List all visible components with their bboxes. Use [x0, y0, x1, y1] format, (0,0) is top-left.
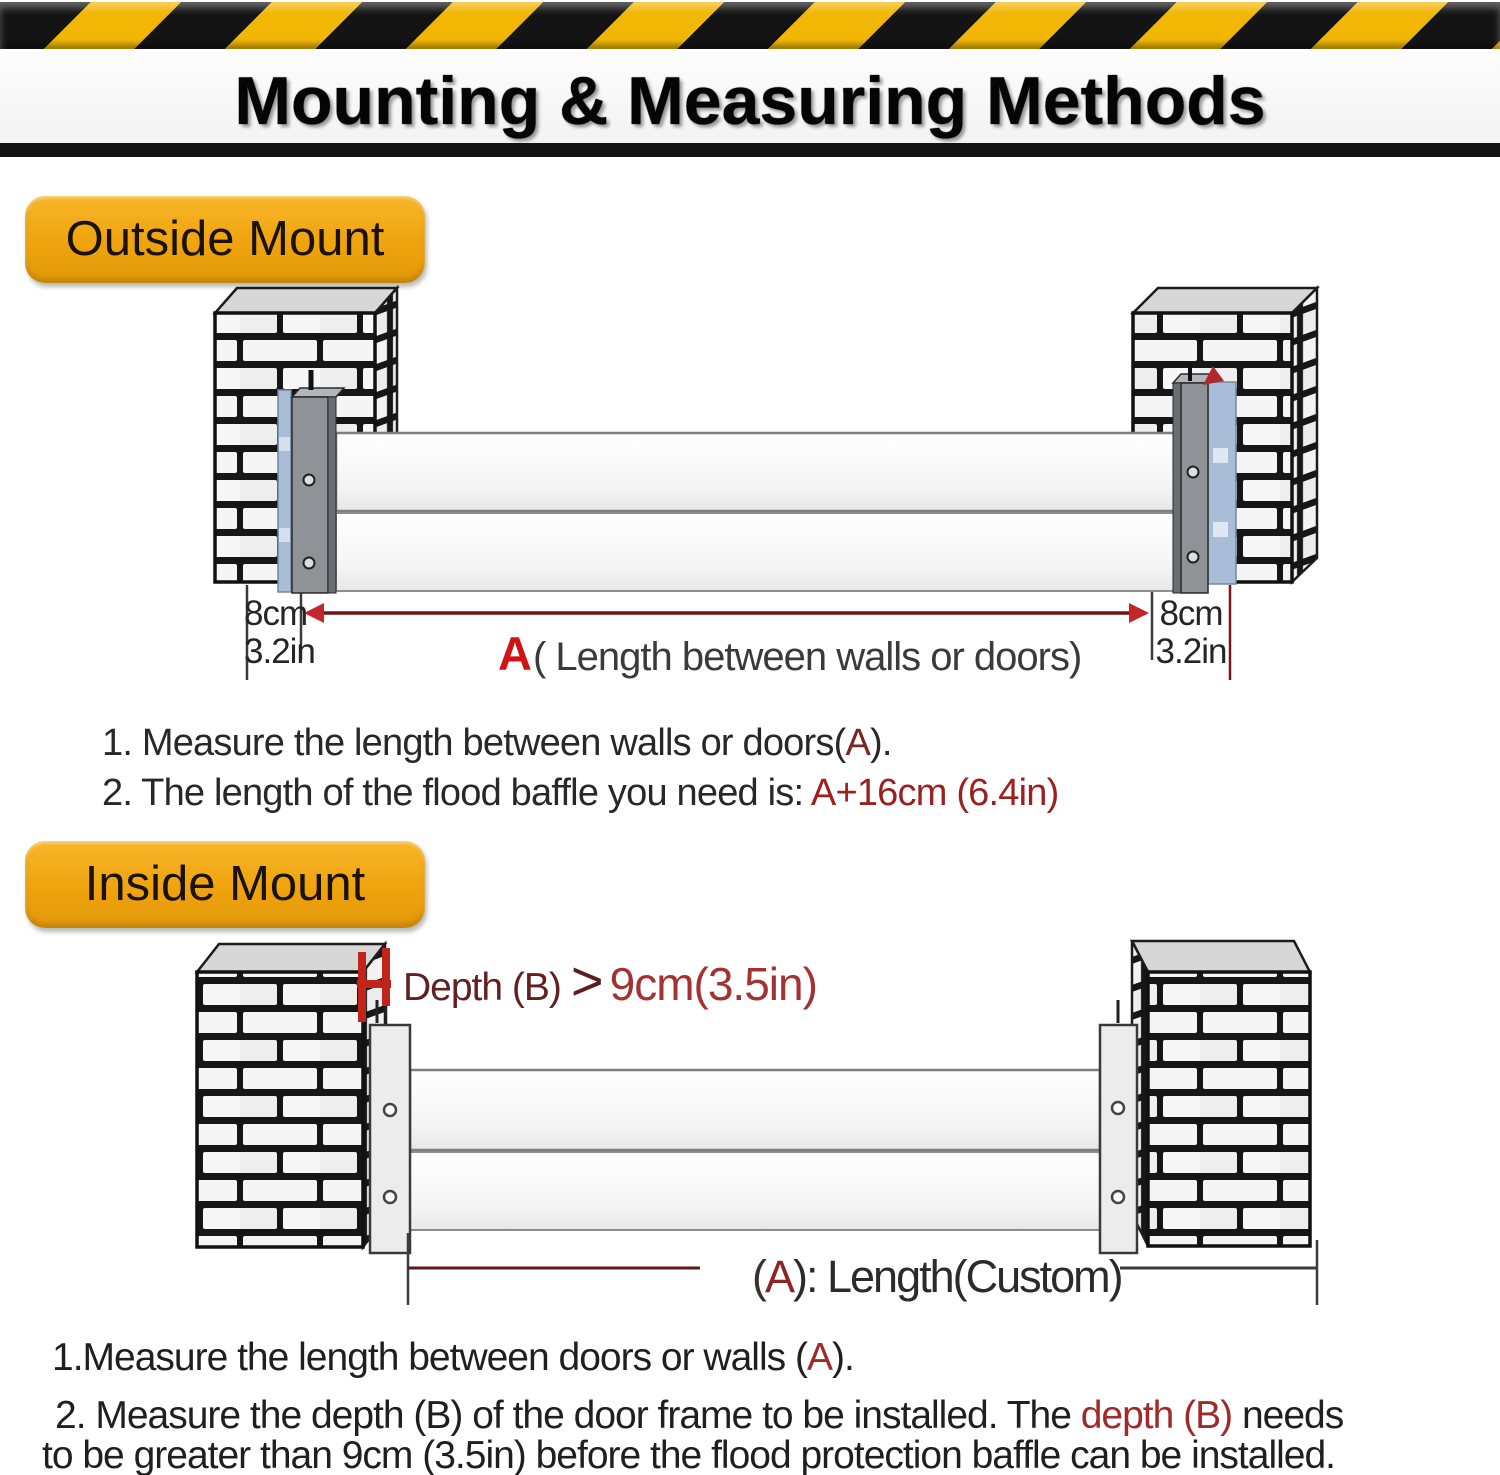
flood-barrier-board-top — [336, 433, 1174, 511]
pillar-side-face — [1292, 288, 1317, 582]
title-underline-bar — [0, 143, 1500, 157]
gap-label-right — [1150, 595, 1232, 671]
gasket-mark — [279, 528, 290, 542]
greater-than-sign: > — [570, 949, 604, 1012]
right-pillar — [1132, 941, 1310, 1246]
pillar-top-face — [1132, 941, 1310, 972]
pillar-front-face — [197, 972, 363, 1247]
inside-step-1: 1.Measure the length between doors or walls (A). — [52, 1336, 854, 1379]
gap-inch: 3.2in — [244, 632, 315, 671]
pillar-top-face — [197, 944, 385, 972]
gasket-mark — [1213, 448, 1228, 463]
gap-cm: 8cm — [244, 594, 308, 633]
gap-label-left — [244, 594, 315, 671]
outside-mount-badge-label: Outside Mount — [65, 212, 385, 266]
hazard-stripe-banner — [0, 2, 1500, 49]
mounting-bracket-right — [1100, 1000, 1137, 1253]
mounting-bracket-left — [370, 1000, 410, 1253]
inside-step-2: 2. Measure the depth (B) of the door frame to be installed. The depth (B) needs — [55, 1394, 1344, 1437]
custom-length-label: (A): Length(Custom) — [752, 1251, 1122, 1302]
length-variable-a: A — [498, 627, 531, 680]
gasket-mark — [279, 437, 290, 451]
mounting-bracket-left — [292, 370, 344, 593]
pillar-front-face — [1148, 972, 1310, 1246]
inside-mount-badge-label: Inside Mount — [84, 857, 366, 911]
pillar-top-face — [1133, 288, 1317, 313]
depth-label-text: Depth (B) — [403, 966, 561, 1009]
inside-step-2-continued: to be greater than 9cm (3.5in) before the flood protection baffle can be installed. — [42, 1434, 1335, 1475]
flood-barrier-board-bottom — [336, 513, 1174, 591]
rubber-gasket-left — [278, 390, 291, 592]
outside-mount-badge — [25, 196, 425, 283]
rubber-gasket-right — [1208, 382, 1236, 584]
gap-inch: 3.2in — [1155, 632, 1227, 671]
page-title: Mounting & Measuring Methods — [234, 63, 1266, 139]
screw-hole — [1112, 1102, 1124, 1114]
bracket-edge — [1173, 383, 1181, 593]
left-pillar — [197, 944, 385, 1247]
pillar-top-face — [215, 288, 397, 313]
screw-hole — [304, 475, 315, 486]
bracket-body — [1100, 1025, 1137, 1253]
screw-hole — [384, 1104, 396, 1116]
flood-barrier-board-bottom — [410, 1152, 1100, 1230]
bracket-edge — [328, 397, 336, 593]
outside-step-1: 1. Measure the length between walls or doors(A). — [102, 722, 892, 764]
screw-hole — [304, 558, 315, 569]
dimension-arrowhead — [1129, 603, 1149, 623]
screw-hole — [1188, 467, 1199, 478]
bracket-body — [370, 1025, 410, 1253]
inside-mount-badge — [25, 841, 425, 928]
length-span-label — [498, 626, 1081, 681]
length-variable-a: A — [765, 1251, 794, 1302]
screw-hole — [384, 1191, 396, 1203]
screw-hole — [1112, 1191, 1124, 1203]
depth-label — [403, 948, 817, 1013]
flood-barrier-board-top — [410, 1070, 1100, 1150]
outside-step-2: 2. The length of the flood baffle you need is: A+16cm (6.4in) — [102, 772, 1059, 814]
depth-value: 9cm(3.5in) — [609, 958, 817, 1010]
gasket-mark — [1213, 522, 1228, 537]
outside-mount-steps — [102, 718, 1058, 818]
screw-hole — [1188, 552, 1199, 563]
gap-cm: 8cm — [1159, 594, 1223, 633]
bracket-top-cap — [292, 388, 344, 397]
length-span-text: ( Length between walls or doors) — [532, 635, 1082, 679]
